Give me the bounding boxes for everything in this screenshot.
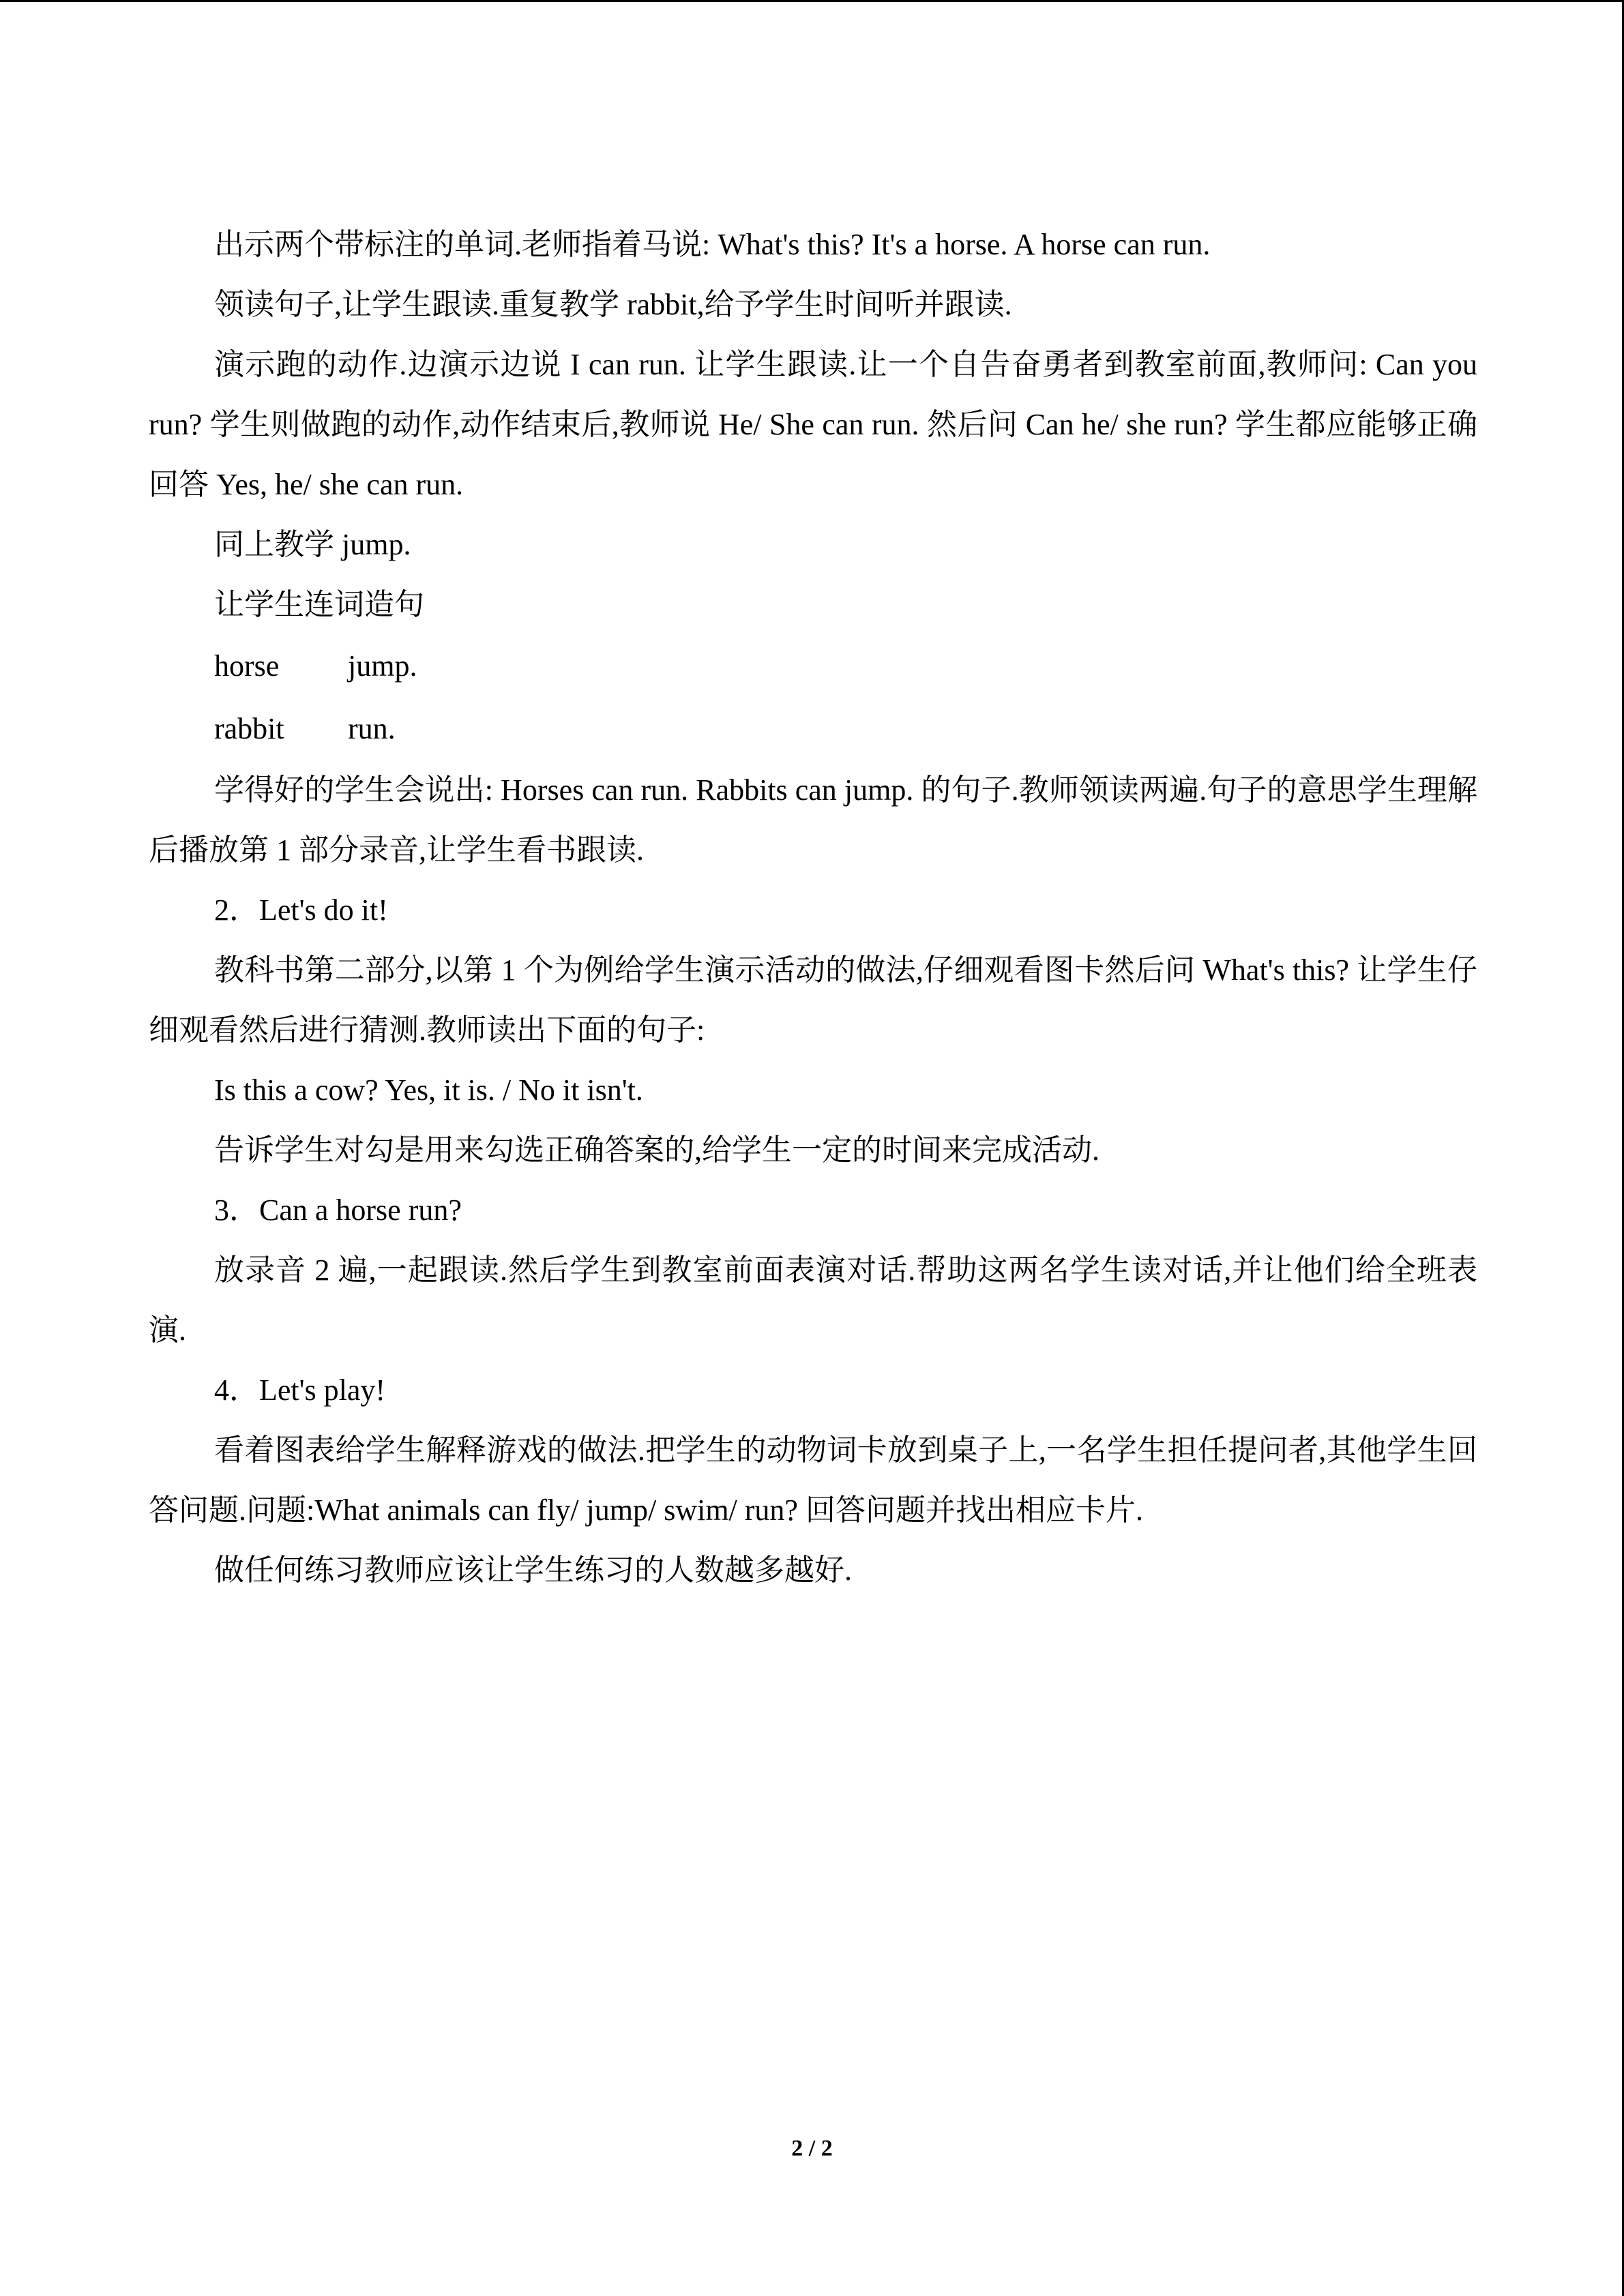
- paragraph: 让学生连词造句: [214, 588, 424, 621]
- paragraph: 出示两个带标注的单词.老师指着马说: What's this? It's a horse. A horse can run.: [214, 228, 1211, 261]
- paragraph: Is this a cow? Yes, it is. / No it isn't.: [214, 1073, 643, 1107]
- paragraph: 做任何练习教师应该让学生练习的人数越多越好.: [214, 1553, 852, 1587]
- paragraph: 领读句子,让学生跟读.重复教学 rabbit,给予学生时间听并跟读.: [214, 288, 1012, 321]
- word-right: run.: [348, 712, 396, 745]
- paragraph: 告诉学生对勾是用来勾选正确答案的,给学生一定的时间来完成活动.: [214, 1133, 1099, 1167]
- document-body: [149, 215, 1477, 1600]
- word-left: horse: [214, 649, 280, 683]
- paragraph: 演示跑的动作.边演示边说 I can run. 让学生跟读.让一个自告奋勇者到教室前面,教师问: Can you run? 学生则做跑的动作,动作结束后,教师说 He/ She can run. 然后问 Can he/ she run? 学生都应能够正确回答 Yes, he/ she can run.: [149, 348, 1477, 501]
- section-heading: 2．Let's do it!: [214, 893, 388, 927]
- section-heading: 3．Can a horse run?: [214, 1193, 462, 1227]
- word-left: rabbit: [214, 712, 284, 745]
- word-pair-row: [149, 698, 1477, 760]
- page-number: 2 / 2: [791, 2136, 833, 2161]
- paragraph: 看着图表给学生解释游戏的做法.把学生的动物词卡放到桌子上,一名学生担任提问者,其他学生回答问题.问题:What animals can fly/ jump/ swim/ run? 回答问题并找出相应卡片.: [149, 1433, 1477, 1527]
- word-right: jump.: [348, 649, 417, 683]
- paragraph: 放录音 2 遍,一起跟读.然后学生到教室前面表演对话.帮助这两名学生读对话,并让他们给全班表演.: [149, 1253, 1477, 1347]
- section-heading: 4．Let's play!: [214, 1373, 386, 1407]
- paragraph: 教科书第二部分,以第 1 个为例给学生演示活动的做法,仔细观看图卡然后问 What's this? 让学生仔细观看然后进行猜测.教师读出下面的句子:: [149, 953, 1477, 1047]
- paragraph: 学得好的学生会说出: Horses can run. Rabbits can jump. 的句子.教师领读两遍.句子的意思学生理解后播放第 1 部分录音,让学生看书跟读.: [149, 773, 1477, 867]
- paragraph: 同上教学 jump.: [214, 528, 411, 561]
- word-pair-row: [149, 635, 1477, 698]
